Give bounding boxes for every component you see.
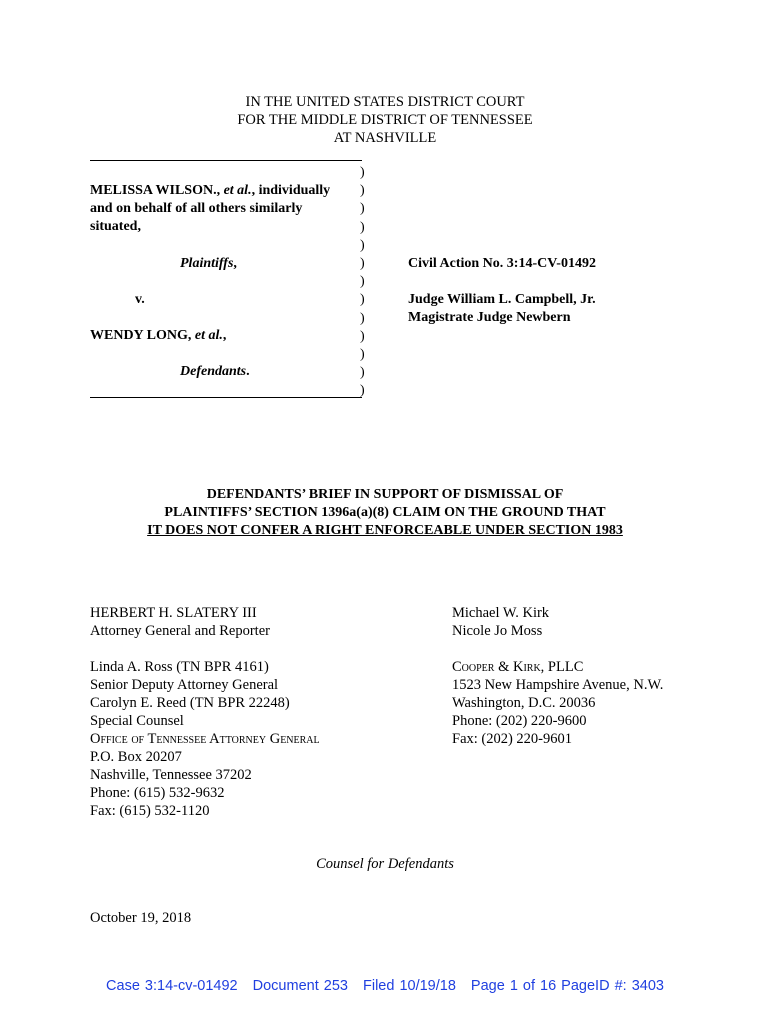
plaintiffs-word: Plaintiffs [180, 256, 234, 271]
title-line-3: IT DOES NOT CONFER A RIGHT ENFORCEABLE UNDER SECTION 1983 [147, 523, 623, 538]
defendants-label [180, 363, 250, 381]
attorney-general-role: Attorney General and Reporter [90, 623, 270, 639]
plaintiff-et-al: et al. [223, 183, 252, 198]
judge-name: Judge William L. Campbell, Jr. [408, 292, 596, 307]
plaintiff-name: MELISSA WILSON., [90, 183, 221, 198]
plaintiff-line-3: situated, [90, 219, 141, 234]
counsel-left-phone: Phone: (615) 532-9632 [90, 785, 225, 801]
magistrate-judge: Magistrate Judge Newbern [408, 310, 571, 325]
footer-filed: Filed 10/19/18 [362, 978, 456, 994]
state-counsel [90, 604, 430, 820]
caption-parentheses: ) ) ) ) ) ) ) ) ) ) ) ) ) [360, 165, 365, 399]
title-line-2: PLAINTIFFS’ SECTION 1396a(a)(8) CLAIM ON THE GROUND THAT [164, 505, 606, 520]
counsel-for-defendants: Counsel for Defendants [316, 856, 454, 872]
plaintiff-line-1 [90, 182, 330, 200]
counsel-left-line-6: P.O. Box 20207 [90, 749, 182, 765]
defendants-word: Defendants [180, 364, 247, 379]
case-caption [90, 160, 730, 400]
civil-action-number: Civil Action No. 3:14-CV-01492 [408, 256, 596, 271]
ecf-footer [0, 978, 770, 994]
counsel-left-line-7: Nashville, Tennessee 37202 [90, 767, 252, 783]
firm-fax: Fax: (202) 220-9601 [452, 731, 573, 747]
defendant-name: WENDY LONG, [90, 328, 192, 343]
defendants-period: . [246, 364, 250, 379]
caption-rule-top [90, 160, 362, 161]
firm-phone: Phone: (202) 220-9600 [452, 713, 587, 729]
title-line-1: DEFENDANTS’ BRIEF IN SUPPORT OF DISMISSAL OF [206, 487, 564, 502]
court-line-3: AT NASHVILLE [333, 130, 437, 146]
footer-case: Case 3:14-cv-01492 [106, 978, 238, 994]
counsel-left-line-1: Linda A. Ross (TN BPR 4161) [90, 659, 269, 675]
counsel-left-fax: Fax: (615) 532-1120 [90, 803, 210, 819]
defendant-et-al: et al. [194, 328, 223, 343]
counsel-left-line-2: Senior Deputy Attorney General [90, 677, 279, 693]
law-firm: Cooper & Kirk, PLLC [452, 659, 584, 675]
private-counsel [452, 604, 732, 748]
plaintiff-individually: , individually [251, 183, 331, 198]
plaintiffs-comma: , [233, 256, 237, 271]
versus: v. [135, 292, 145, 307]
attorney-general-name: HERBERT H. SLATERY III [90, 605, 257, 621]
plaintiffs-label [180, 255, 237, 273]
court-line-1: IN THE UNITED STATES DISTRICT COURT [245, 94, 525, 110]
defendant-comma: , [222, 328, 227, 343]
filing-date: October 19, 2018 [90, 910, 192, 926]
firm-address-2: Washington, D.C. 20036 [452, 695, 596, 711]
footer-page: Page 1 of 16 PageID #: 3403 [470, 978, 664, 994]
court-heading [0, 93, 770, 147]
caption-rule-bottom [90, 397, 362, 398]
firm-address-1: 1523 New Hampshire Avenue, N.W. [452, 677, 664, 693]
brief-title [0, 486, 770, 540]
counsel-right-name-1: Michael W. Kirk [452, 605, 550, 621]
footer-document: Document 253 [252, 978, 348, 994]
defendant-line [90, 327, 226, 345]
counsel-left-office: Office of Tennessee Attorney General [90, 731, 320, 747]
counsel-left-line-4: Special Counsel [90, 713, 184, 729]
counsel-right-name-2: Nicole Jo Moss [452, 623, 543, 639]
counsel-left-line-3: Carolyn E. Reed (TN BPR 22248) [90, 695, 290, 711]
court-line-2: FOR THE MIDDLE DISTRICT OF TENNESSEE [237, 112, 533, 128]
parties-block [90, 160, 362, 400]
plaintiff-line-2: and on behalf of all others similarly [90, 201, 303, 216]
